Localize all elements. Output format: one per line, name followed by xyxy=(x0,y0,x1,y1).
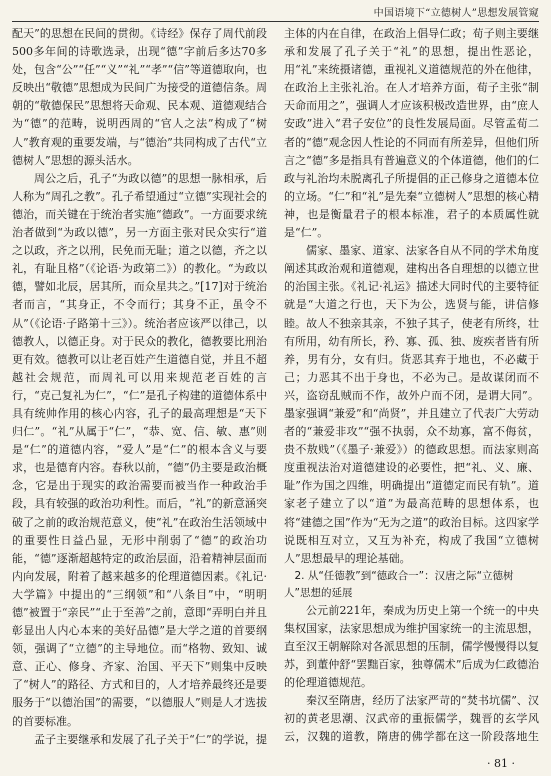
body-paragraph: 主体的内在自律，在政治上倡导仁政；荀子则主要继承和发展了孔子关于“礼”的思想，提出性恶论，用“礼”来统摄诸德，重视礼义道德规范的外在他律，在政治上主张礼治。在人才培养方面，荀子主张“制天命而用之”，强调人才应该积极改造世界，由“庶人安政”进入“君子安位”的良性发展局面。尽管孟荀二者的“德”观念因人性论的不同而有所差异，但他们所言之“德”多是指具有普遍意义的个体道德，他们的仁政与礼治均未脱离孔子所提倡的正己修身之道德本位的立场。“仁”和“礼”是先秦“立德树人”思想的核心精神，也是衡量君子的根本标准，君子的本质属性就是“仁”。 xyxy=(284,27,539,240)
two-column-body xyxy=(12,25,539,749)
page-number: · 81 · xyxy=(487,757,515,770)
header-rule xyxy=(12,21,539,22)
body-paragraph: 配天”的思想在民间的贯彻。《诗经》保存了周代前段500多年间的诗歌选录，出现“德”字前后多达70多处，包含“公”“任”“义”“礼”“孝”“信”等道德取向，也反映出“敬德”思想成为民间广为接受的道德信条。周朝的“敬德保民”思想将天命观、民本观、道德观结合为“德”的范畴，说明西周的“官人之法”构成了“树人”教育观的重要发端，与“德治”共同构成了古代“立德树人”思想的源头活水。 xyxy=(12,27,267,167)
right-column xyxy=(284,25,539,749)
body-paragraph: 儒家、墨家、道家、法家各自从不同的学术角度阐述其政治观和道德观，建构出各自理想的以德立世的治国主张。《礼记·礼运》描述大同时代的主要特征就是“大道之行也，天下为公，选贤与能，讲信修睦。故人不独亲其亲，不独子其子，使老有所终，壮有所用，幼有所长，矜、寡、孤、独、废疾者皆有所养，男有分，女有归。货恶其弃于地也，不必藏于己；力恶其不出于身也，不必为己。是故谋闭而不兴，盗窃乱贼而不作，故外户而不闭，是谓大同”。墨家强调“兼爱”和“尚贤”，并且建立了代表广大劳动者的“兼爱非攻”“强不执弱，众不劫寡，富不侮贫，贵不敖贱”（《墨子·兼爱》）的德政思想。而法家则高度重视法治对道德建设的必要性，把“礼、义、廉、耻”作为国之四维，明确提出“道德定而民有轨”。道家老子建立了以“道”为最高范畴的思想体系，也将“建德之国”作为“无为之道”的政治目标。这四家学说既相互对立，又互为补充，构成了我国“立德树人”思想最早的理论基础。 xyxy=(284,244,539,565)
body-paragraph: 公元前221年，秦成为历史上第一个统一的中央集权国家，法家思想成为维护国家统一的主流思想，直至汉王朝解除对各派思想的压制，儒学慢慢得以复苏，到董仲舒“罢黜百家，独尊儒术”后成为仁政德治的伦理道德规范。 xyxy=(284,603,539,690)
section-heading: 2. 从“任德教”到“德政合一”：汉唐之际“立德树人”思想的延展 xyxy=(284,569,514,599)
body-paragraph: 孟子主要继承和发展了孔子关于“仁”的学说，提 xyxy=(34,732,267,746)
body-paragraph: 秦汉至隋唐，经历了法家严苛的“焚书坑儒”、汉初的黄老思潮、汉武帝的重振儒学，魏晋的玄学风云，汉魏的道教，隋唐的佛学都在这一阶段落地生 xyxy=(284,694,539,744)
body-paragraph: 周公之后，孔子“为政以德”的思想一脉相承，后人称为“周孔之教”。孔子希望通过“立德”实现社会的德治，而关键在于统治者实施“德政”。一方面要求统治者做到“为政以德”，另一方面主张对民众实行“道之以政，齐之以刑，民免而无耻；道之以德，齐之以礼，有耻且格”（《论语·为政第二》）的教化。“为政以德，譬如北辰，居其所，而众星共之。”[17]对于统治者而言，“其身正，不令而行；其身不正，虽令不从”（《论语·子路第十三》）。统治者应该严以律己，以德教人，以德正身。对于民众的教化，德教要比刑治更有效。德教可以让老百姓产生道德自觉，并且不超越社会规范，而周礼可以用来规范老百姓的言行，“克己复礼为仁”，“仁”是孔子构建的道德体系中具有统帅作用的核心内容，孔子的最高理想是“天下归仁”。“礼”从属于“仁”，“恭、宽、信、敏、惠”则是“仁”的道德内容，“爱人”是“仁”的根本含义与要求，也是德育内容。春秋以前，“德”仍主要是政治概念，它是出于现实的政治需要而被当作一种政治手段，具有较强的政治功利性。而后，“礼”的新意涵突破了之前的政治规范意义，使“礼”在政治生活领域中的重要性日益凸显，无形中削弱了“德”的政治功能，“德”逐渐超越特定的政治层面，沿着精神层面而内向发展，附着了越来越多的伦理道德因素。《礼记·大学篇》中提出的“三纲领”和“八条目”中，“明明德”被置于“亲民”“止于至善”之前，意即“弄明白并且彰显出人内心本来的美好品德”是大学之道的首要纲领，强调了“立德”的主导地位。而“格物、致知、诚意、正心、修身、齐家、治国、平天下”则集中反映了“树人”的路径、方式和目的，人才培养最终还是要服务于“以德治国”的需要，“以德服人”则是人才选拔的首要标准。 xyxy=(12,171,267,728)
running-header: 中国语境下“立德树人”思想发展管窥 xyxy=(373,8,539,19)
left-column xyxy=(12,25,267,749)
